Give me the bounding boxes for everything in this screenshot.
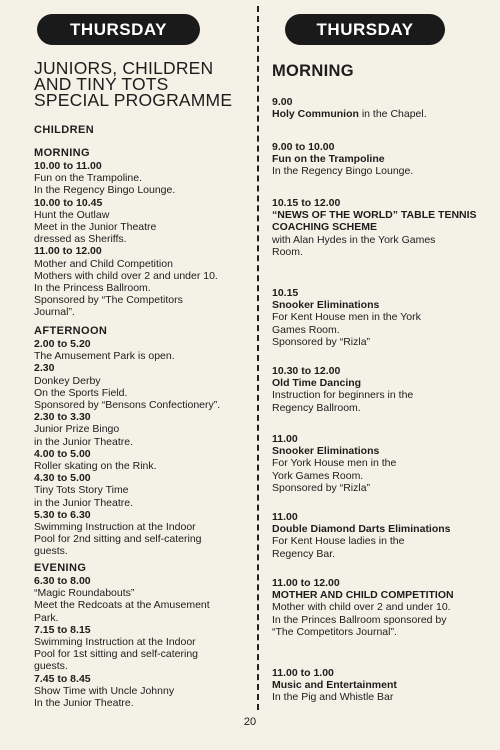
event-detail: For Kent House men in the York bbox=[272, 311, 421, 324]
event-detail: In the Regency Bingo Lounge. bbox=[272, 165, 414, 178]
event-heading bbox=[272, 377, 490, 389]
event-title: “NEWS OF THE WORLD” TABLE TENNIS COACHING SCHEME bbox=[272, 209, 477, 234]
event-detail: Pool for 1st sitting and self-catering bbox=[34, 648, 199, 661]
event-heading bbox=[272, 153, 490, 165]
event-detail: Mother and Child Competition bbox=[34, 257, 173, 270]
event-detail: Sponsored by “Rizla” bbox=[272, 481, 371, 494]
event-heading bbox=[272, 299, 490, 311]
left-evening-events bbox=[34, 575, 246, 709]
event-detail: Meet the Redcoats at the Amusement bbox=[34, 599, 210, 612]
event-detail: Tiny Tots Story Time bbox=[34, 484, 129, 497]
event-time: 11.00 to 1.00 bbox=[272, 667, 334, 679]
event-detail: In the Princes Ballroom sponsored by bbox=[272, 613, 447, 626]
subheading-evening: EVENING bbox=[34, 562, 87, 574]
event-time: 11.00 to 12.00 bbox=[34, 245, 102, 258]
event-detail: Hunt the Outlaw bbox=[34, 208, 110, 221]
right-event-item bbox=[272, 577, 490, 638]
left-day-banner bbox=[37, 14, 200, 45]
right-event-item bbox=[272, 433, 490, 494]
event-detail: Journal”. bbox=[34, 306, 75, 319]
event-time: 11.00 bbox=[272, 433, 298, 445]
event-time: 6.30 to 8.00 bbox=[34, 575, 91, 587]
event-detail: guests. bbox=[34, 660, 68, 673]
event-time: 10.00 to 11.00 bbox=[34, 160, 102, 172]
event-time: 5.30 to 6.30 bbox=[34, 508, 91, 521]
subheading-afternoon: AFTERNOON bbox=[34, 325, 108, 337]
event-time: 7.45 to 8.45 bbox=[34, 672, 91, 685]
event-heading bbox=[272, 523, 490, 535]
event-title: Holy Communion bbox=[272, 108, 359, 121]
event-detail: The Amusement Park is open. bbox=[34, 350, 175, 363]
event-detail: Regency Bar. bbox=[272, 547, 336, 560]
right-event-item bbox=[272, 96, 490, 120]
event-detail: Regency Ballroom. bbox=[272, 401, 361, 414]
event-detail: “Magic Roundabouts” bbox=[34, 587, 135, 600]
event-detail: Room. bbox=[272, 245, 303, 258]
event-heading bbox=[272, 679, 490, 691]
event-detail: Games Room. bbox=[272, 323, 340, 336]
event-detail: Sponsored by “Rizla” bbox=[272, 335, 371, 348]
event-time: 2.30 bbox=[34, 362, 55, 375]
page-number: 20 bbox=[243, 716, 257, 728]
event-time: 9.00 to 10.00 bbox=[272, 141, 335, 153]
right-event-item bbox=[272, 197, 490, 258]
right-day-banner bbox=[285, 14, 445, 45]
event-title: Music and Entertainment bbox=[272, 679, 397, 692]
event-detail: guests. bbox=[34, 545, 68, 558]
event-detail: Show Time with Uncle Johnny bbox=[34, 684, 175, 697]
event-detail: Mother with child over 2 and under 10. bbox=[272, 601, 451, 614]
event-time: 2.00 to 5.20 bbox=[34, 338, 91, 350]
right-banner-label: THURSDAY bbox=[316, 19, 414, 39]
event-title-rest: in the Chapel. bbox=[358, 108, 427, 121]
column-divider bbox=[257, 6, 259, 710]
event-detail: Sponsored by “Bensons Confectionery”. bbox=[34, 399, 221, 412]
event-time: 4.30 to 5.00 bbox=[34, 472, 91, 485]
event-detail: Donkey Derby bbox=[34, 374, 101, 387]
event-detail: in the Junior Theatre. bbox=[34, 496, 134, 509]
event-time: 10.15 to 12.00 bbox=[272, 197, 341, 209]
event-time: 11.00 bbox=[272, 511, 298, 523]
event-detail: Swimming Instruction at the Indoor bbox=[34, 636, 196, 649]
right-event-item bbox=[272, 287, 490, 348]
event-detail: In the Regency Bingo Lounge. bbox=[34, 184, 176, 197]
event-detail: Meet in the Junior Theatre bbox=[34, 221, 157, 234]
event-title: Double Diamond Darts Eliminations bbox=[272, 523, 451, 536]
event-detail: In the Junior Theatre. bbox=[34, 697, 134, 710]
event-detail: In the Pig and Whistle Bar bbox=[272, 691, 394, 704]
event-heading bbox=[272, 445, 490, 457]
event-title: Old Time Dancing bbox=[272, 377, 362, 390]
event-time: 7.15 to 8.15 bbox=[34, 623, 91, 636]
event-detail: Sponsored by “The Competitors bbox=[34, 294, 183, 307]
event-detail: York Games Room. bbox=[272, 469, 364, 482]
event-detail: in the Junior Theatre. bbox=[34, 435, 134, 448]
event-detail: Instruction for beginners in the bbox=[272, 389, 414, 402]
event-title: Snooker Eliminations bbox=[272, 445, 380, 458]
programme-title: JUNIORS, CHILDREN AND TINY TOTS SPECIAL PROGRAMME bbox=[34, 58, 233, 110]
event-detail: For York House men in the bbox=[272, 457, 397, 470]
event-detail: Junior Prize Bingo bbox=[34, 423, 120, 436]
right-event-item bbox=[272, 365, 490, 414]
event-detail: with Alan Hydes in the York Games bbox=[272, 233, 436, 246]
event-time: 10.00 to 10.45 bbox=[34, 196, 103, 209]
event-detail: Swimming Instruction at the Indoor bbox=[34, 521, 196, 534]
event-detail: In the Princess Ballroom. bbox=[34, 282, 151, 295]
event-detail: Park. bbox=[34, 611, 59, 624]
event-detail: Pool for 2nd sitting and self-catering bbox=[34, 533, 202, 546]
event-detail: For Kent House ladies in the bbox=[272, 535, 405, 548]
event-time: 4.00 to 5.00 bbox=[34, 447, 91, 460]
event-heading bbox=[272, 209, 490, 233]
event-detail: dressed as Sheriffs. bbox=[34, 233, 127, 246]
event-time: 10.30 to 12.00 bbox=[272, 365, 341, 377]
right-morning-title: MORNING bbox=[272, 62, 354, 80]
subheading-morning: MORNING bbox=[34, 147, 90, 159]
section-heading-children: CHILDREN bbox=[34, 124, 95, 136]
right-event-item bbox=[272, 667, 490, 704]
left-banner-label: THURSDAY bbox=[70, 19, 167, 39]
event-time: 11.00 to 12.00 bbox=[272, 577, 340, 589]
event-detail: “The Competitors Journal”. bbox=[272, 625, 397, 638]
event-title: MOTHER AND CHILD COMPETITION bbox=[272, 589, 454, 602]
right-event-item bbox=[272, 141, 490, 178]
left-afternoon-events bbox=[34, 338, 246, 558]
event-detail: Mothers with child over 2 and under 10. bbox=[34, 269, 218, 282]
event-time: 10.15 bbox=[272, 287, 299, 299]
event-detail: Roller skating on the Rink. bbox=[34, 460, 157, 473]
left-morning-events bbox=[34, 160, 246, 319]
event-time: 9.00 bbox=[272, 96, 293, 108]
event-detail: Fun on the Trampoline. bbox=[34, 172, 142, 185]
event-title: Snooker Eliminations bbox=[272, 299, 380, 312]
right-event-item bbox=[272, 511, 490, 560]
event-detail: On the Sports Field. bbox=[34, 386, 128, 399]
event-heading bbox=[272, 589, 490, 601]
event-time: 2.30 to 3.30 bbox=[34, 411, 91, 424]
event-heading bbox=[272, 108, 490, 120]
event-title: Fun on the Trampoline bbox=[272, 153, 385, 166]
